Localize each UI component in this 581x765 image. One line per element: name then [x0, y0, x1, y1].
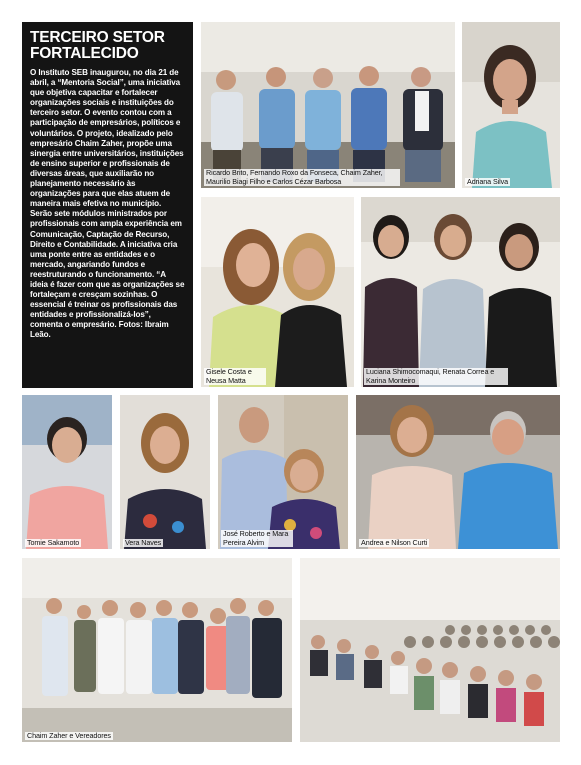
caption-chaim: Chaim Zaher e Vereadores [27, 730, 111, 740]
photo-jose-image [218, 395, 348, 549]
photo-andrea [356, 395, 560, 549]
photo-chaim [22, 558, 292, 742]
photo-andrea-image [356, 395, 560, 549]
photo-jose [218, 395, 348, 549]
article-body: O Instituto SEB inaugurou, no dia 21 de abril, a “Mentoria Social”, uma iniciativa que objetiva capacitar e fortalecer organizações sociais e instituições do terceiro setor. O evento contou com a participação de empresários, políticos e voluntários. O projeto, idealizado pelo empresário Chaim Zaher, propõe uma sinergia entre universitários, instituições de ensino superior e profissionais de diversas áreas, que auxiliarão no planejamento necessário às organizações para que elas atuem de maneira mais efetiva no município. Serão sete módulos ministrados por profissionais com ampla experiência em Comunicação, Captação de Recurso, Direito e Contabilidade. A iniciativa cria uma ponte entre as entidades e o mercado, angariando fundos e reestruturando o funcionamento. “A ideia é fazer com que as organizações se fortaleçam e cresçam sozinhas. O essencial é treinar os profissionais das entidades e profissionalizá-los”, comenta o empresário. Fotos: Ibraim Leão. [30, 68, 185, 340]
photo-vera [120, 395, 210, 549]
photo-vera-image [120, 395, 210, 549]
caption-jose: José Roberto e Mara Pereira Alvim [221, 530, 293, 547]
photo-luciana-image [361, 197, 560, 387]
photo-adriana-image [462, 22, 560, 188]
article-title-line1: TERCEIRO SETOR [30, 29, 165, 46]
photo-luciana [361, 197, 560, 387]
photo-gisele-image [201, 197, 354, 387]
photo-group-top-image [201, 22, 455, 188]
article-title [30, 30, 185, 62]
caption-vera: Vera Naves [125, 537, 162, 547]
photo-tomie [22, 395, 112, 549]
photo-audience [300, 558, 560, 742]
caption-andrea: Andrea e Nilson Curti [361, 537, 428, 547]
photo-adriana [462, 22, 560, 188]
caption-gisele: Gisele Costa e Neusa Matta [204, 368, 266, 385]
caption-tomie: Tomie Sakamoto [27, 537, 80, 547]
caption-adriana: Adriana Silva [467, 176, 509, 186]
article-text-box [22, 22, 193, 388]
caption-group-top: Ricardo Brito, Fernando Roxo da Fonseca, Chaim Zaher, Maurilio Biagi Filho e Carlos Cézar Barbosa [204, 169, 400, 186]
photo-gisele [201, 197, 354, 387]
photo-tomie-image [22, 395, 112, 549]
photo-audience-image [300, 558, 560, 742]
photo-group-top [201, 22, 455, 188]
caption-luciana: Luciana Shimocomaqui, Renata Correa e Karina Monteiro [364, 368, 508, 385]
article-title-line2: FORTALECIDO [30, 45, 139, 62]
photo-chaim-image [22, 558, 292, 742]
